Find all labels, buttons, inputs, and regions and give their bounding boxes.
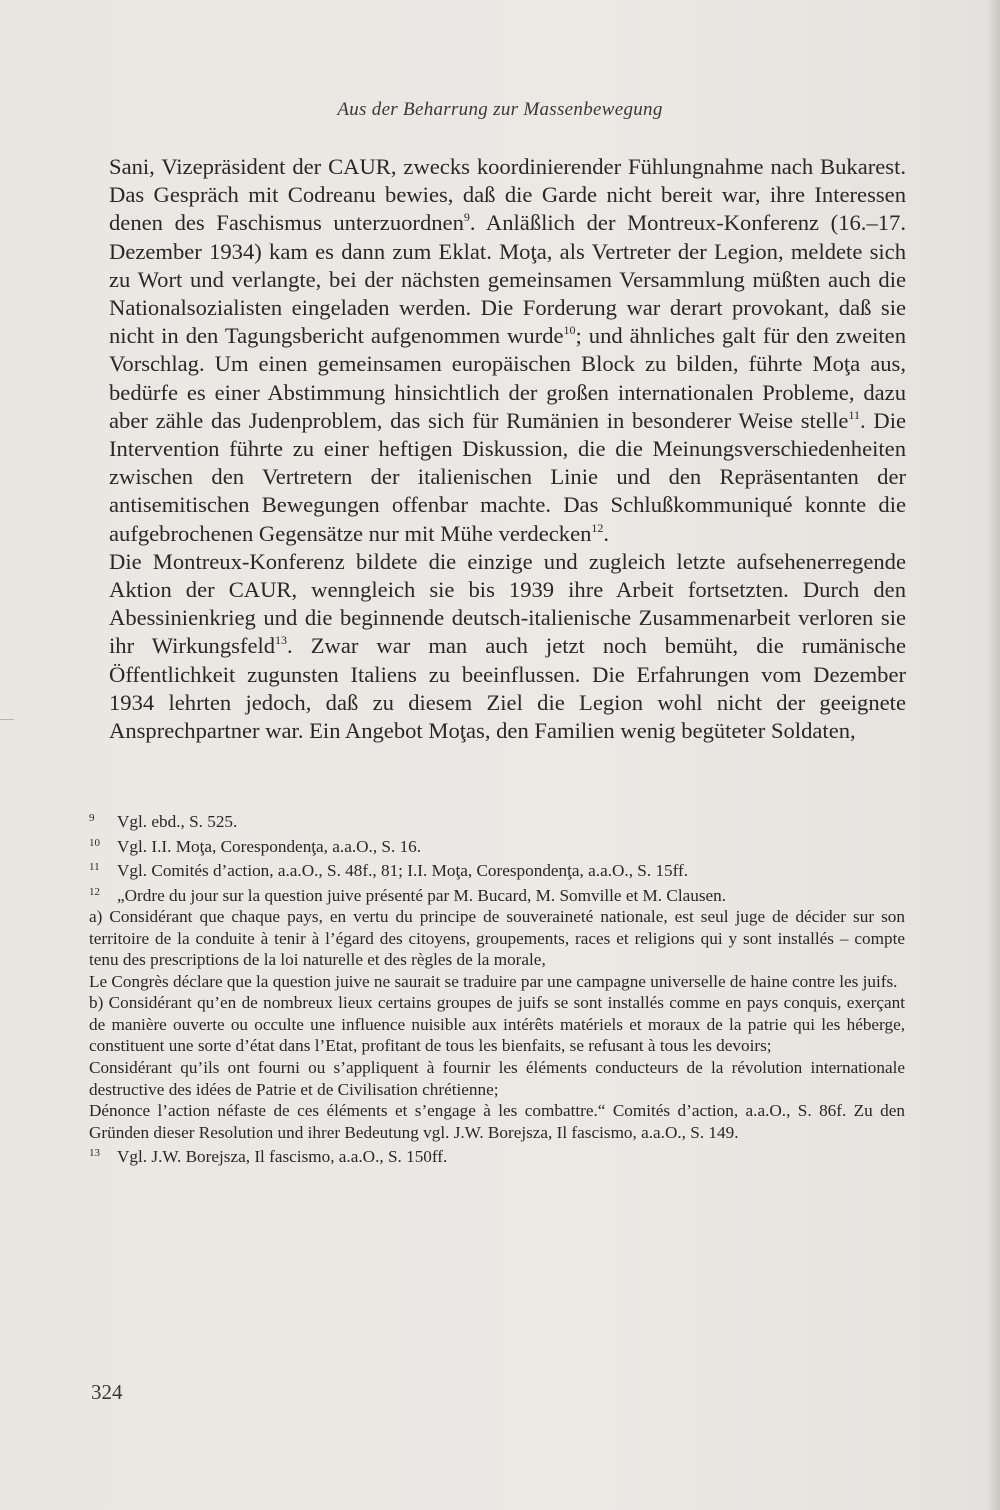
paragraph-2: Die Montreux-Konferenz bildete die einzige und zugleich letzte aufsehenerregende Aktion der CAUR, wenngleich sie bis 1939 ihre Arbeit fortsetzten. Durch den Abessinienkrieg und die beginnende deutsch-italienische Zusammenarbeit verloren sie ihr Wirkungsfeld$^{13}$. Zwar war man auch jetzt noch bemüht, die rumänische Öffentlichkeit zugunsten Italiens zu beeinflussen. Die Erfahrungen vom Dezember 1934 lehrten jedoch, daß zu diesem Ziel die Legion wohl nicht der geeignete Ansprechpartner war. Ein Angebot Moţas, den Familien wenig begüteter Soldaten, xyxy=(109,548,906,744)
margin-mark xyxy=(0,719,14,720)
footnote-12-para-a: a) Considérant que chaque pays, en vertu du principe de souveraineté nationale, est seul juge de décider sur son territoire de la conduite à tenir à l’égard des citoyens, groupements, races et religions qui y sont installés – compte tenu des prescriptions de la loi naturelle et des règles de la morale, xyxy=(89,907,905,970)
footnote-13: 13 Vgl. J.W. Borejsza, Il fascismo, a.a.O., S. 150ff. xyxy=(89,1147,448,1167)
footnote-ref-11: 11 xyxy=(848,407,861,422)
running-header: Aus der Beharrung zur Massenbewegung xyxy=(337,99,663,120)
body-text xyxy=(109,153,906,745)
paragraph-1: Sani, Vizepräsident der CAUR, zwecks koordinierender Fühlungnahme nach Bukarest. Das Gespräch mit Codreanu bewies, daß die Garde nicht bereit war, ihre Interessen denen des Faschismus unterzuordnen$^9$. Anläßlich der Montreux-Konferenz (16.–17. Dezember 1934) kam es dann zum Eklat. Moţa, als Vertreter der Legion, meldete sich zu Wort und verlangte, bei der nächsten gemeinsamen Versammlung müßten auch die Nationalsozialisten eingeladen werden. Die Forderung war derart provokant, daß sie nicht in den Tagungsbericht aufgenommen wurde$^{10}$; und ähnliches galt für den zweiten Vorschlag. Um einen gemeinsamen europäischen Block zu bilden, führte Moţa aus, bedürfe es einer Abstimmung hinsichtlich der großen internationalen Probleme, dazu aber zähle das Judenproblem, das sich für Rumänien in besonderer Weise stelle$^{11}$. Die Intervention führte zu einer heftigen Diskussion, die die Meinungsverschiedenheiten zwischen den Vertretern der italienischen Linie und den Repräsentanten der antisemitischen Bewegungen offenbar machte. Das Schlußkommuniqué konnte die aufgebrochenen Gegensätze nur mit Mühe verdecken$^{12}$. xyxy=(109,154,906,546)
page-fold-shadow xyxy=(986,0,1000,1510)
footnote-ref-13: 13 xyxy=(275,633,288,648)
footnote-ref-12: 12 xyxy=(591,520,604,535)
footnote-9: 9 Vgl. ebd., S. 525. xyxy=(89,812,238,831)
footnote-12: 12 „Ordre du jour sur la question juive présenté par M. Bucard, M. Somville et M. Clausen. xyxy=(89,885,727,905)
footnote-12-para-b: b) Considérant qu’en de nombreux lieux certains groupes de juifs se sont installés comme en pays conquis, exerçant de manière ouverte ou occulte une influence nuisible aux intérêts matériels et moraux de la patrie qui les héberge, constituent une sorte d’état dans l’Etat, profitant de tous les bienfaits, se refusant à tous les devoirs; xyxy=(89,993,905,1056)
footnote-ref-10: 10 xyxy=(563,323,576,338)
footnote-12-considerant: Considérant qu’ils ont fourni ou s’appliquent à fournir les éléments conducteurs de la révolution internationale destructive des idées de Patrie et de Civilisation chrétienne; xyxy=(89,1058,905,1099)
footnotes xyxy=(89,808,905,1168)
footnote-11: 11 Vgl. Comités d’action, a.a.O., S. 48f., 81; I.I. Moţa, Corespondenţa, a.a.O., S. 15ff. xyxy=(89,861,689,881)
page-number: 324 xyxy=(91,1380,123,1404)
footnote-12-denonce: Dénonce l’action néfaste de ces éléments et s’engage à les combattre.“ Comités d’action, a.a.O., S. 86f. Zu den Gründen dieser Resolution und ihrer Bedeutung vgl. J.W. Borejsza, Il fascismo, a.a.O., S. 149. xyxy=(89,1101,905,1142)
footnote-ref-9: 9 xyxy=(463,210,470,225)
footnote-10: 10 Vgl. I.I. Moţa, Corespondenţa, a.a.O., S. 16. xyxy=(89,836,422,856)
footnote-12-congres: Le Congrès déclare que la question juive ne saurait se traduire par une campagne universelle de haine contre les juifs. xyxy=(89,971,898,991)
